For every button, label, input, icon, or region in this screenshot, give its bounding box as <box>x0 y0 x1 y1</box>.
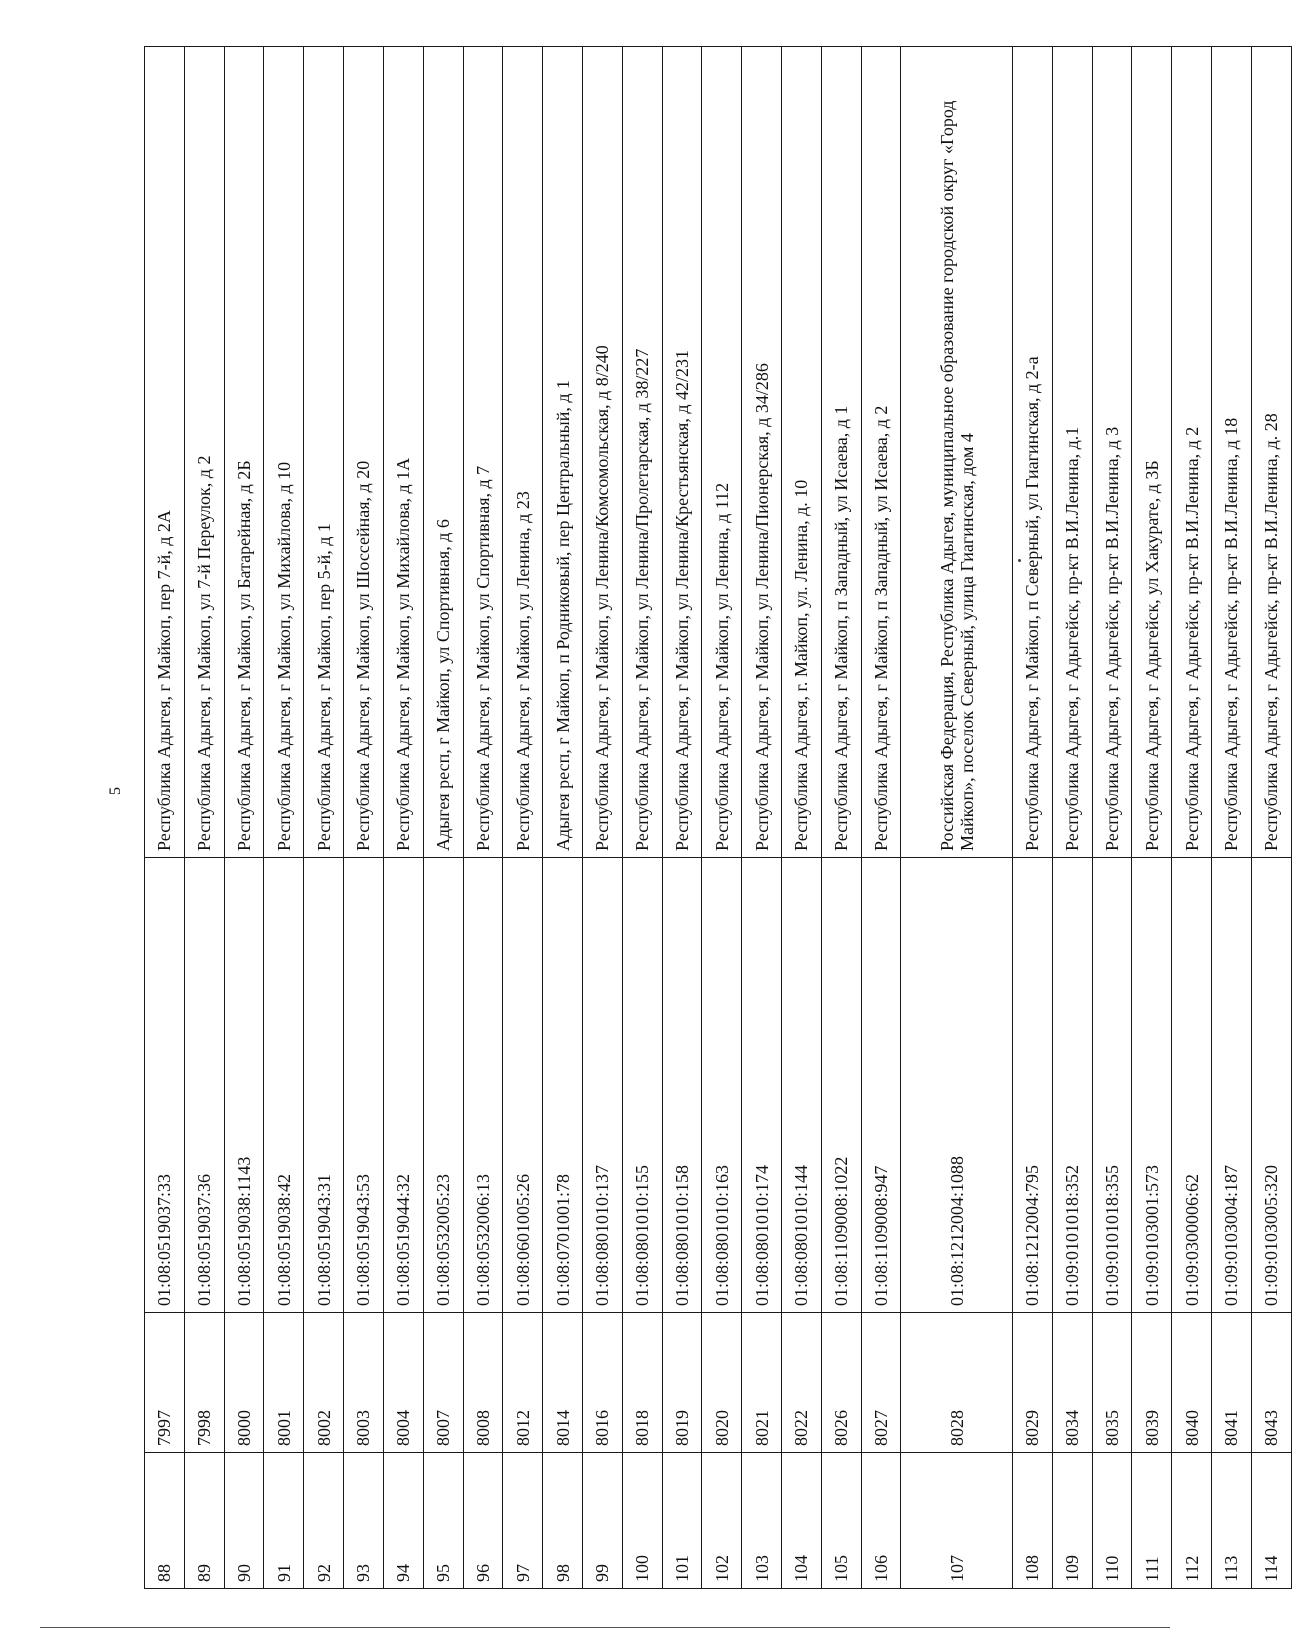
address: Российская Федерация, Республика Адыгея, муниципальное образование городской округ «Город Майкоп», поселок Северный, улица Гиагинская, дом 4 <box>901 47 1013 858</box>
address: Республика Адыгея, г Майкоп, ул Батарейная, д 2Б <box>224 47 264 858</box>
row-index: 100 <box>622 1453 662 1589</box>
row-index: 113 <box>1212 1453 1252 1589</box>
row-index: 110 <box>1092 1453 1132 1589</box>
address: Республика Адыгея, г Адыгейск, пр-кт В.И.Ленина, д.1 <box>1052 47 1092 858</box>
table-row <box>821 47 861 1589</box>
cadastral-number: 01:08:1109008:947 <box>861 858 901 1313</box>
address: Республика Адыгея, г. Майкоп, ул. Ленина, д. 10 <box>782 47 822 858</box>
table-row <box>184 47 224 1589</box>
table-row <box>383 47 423 1589</box>
address: Республика Адыгея, г Майкоп, ул Ленина, д 23 <box>503 47 543 858</box>
row-index: 107 <box>901 1453 1013 1589</box>
address: Республика Адыгея, г Майкоп, ул 7-й Переулок, д 2 <box>184 47 224 858</box>
cadastral-number: 01:08:0801010:158 <box>662 858 702 1313</box>
cadastral-number: 01:09:0103004:187 <box>1212 858 1252 1313</box>
table-row <box>702 47 742 1589</box>
address: Республика Адыгея, г Адыгейск, ул Хакурате, д 3Б <box>1132 47 1172 858</box>
address: Республика Адыгея, г Адыгейск, пр-кт В.И.Ленина, д 2 <box>1172 47 1212 858</box>
cadastral-number: 01:08:0801010:137 <box>582 858 622 1313</box>
cadastral-number: 01:08:0519037:36 <box>184 858 224 1313</box>
address: Республика Адыгея, г Майкоп, ул Михайлова, д 1А <box>383 47 423 858</box>
object-number: 8041 <box>1212 1313 1252 1453</box>
object-number: 8000 <box>224 1313 264 1453</box>
cadastral-number: 01:08:0519038:1143 <box>224 858 264 1313</box>
address: Республика Адыгея, г Адыгейск, пр-кт В.И.Ленина, д. 28 <box>1251 47 1291 858</box>
address: Республика Адыгея, г Майкоп, ул Ленина/Пионерская, д 34/286 <box>742 47 782 858</box>
cadastral-number: 01:09:0101018:352 <box>1052 858 1092 1313</box>
object-number: 8039 <box>1132 1313 1172 1453</box>
row-index: 103 <box>742 1453 782 1589</box>
cadastral-number: 01:08:0519038:42 <box>264 858 304 1313</box>
row-index: 95 <box>423 1453 463 1589</box>
table-row <box>1012 47 1052 1589</box>
cadastral-number: 01:08:0601005:26 <box>503 858 543 1313</box>
table-row <box>1172 47 1212 1589</box>
address: Республика Адыгея, г Майкоп, ул Ленина/Пролетарская, д 38/227 <box>622 47 662 858</box>
cadastral-number: 01:08:1109008:1022 <box>821 858 861 1313</box>
cadastral-number: 01:08:0519043:31 <box>304 858 344 1313</box>
row-index: 106 <box>861 1453 901 1589</box>
table-row <box>304 47 344 1589</box>
row-index: 99 <box>582 1453 622 1589</box>
object-number: 8001 <box>264 1313 304 1453</box>
table-row <box>742 47 782 1589</box>
object-number: 8029 <box>1012 1313 1052 1453</box>
object-number: 8003 <box>344 1313 384 1453</box>
object-number: 8026 <box>821 1313 861 1453</box>
object-number: 8016 <box>582 1313 622 1453</box>
cadastral-number: 01:08:0519043:53 <box>344 858 384 1313</box>
table-row <box>622 47 662 1589</box>
address: Республика Адыгея, г Майкоп, п Северный, ул Гиагинская, д 2-а <box>1012 47 1052 858</box>
address: Республика Адыгея, г Майкоп, пер 5-й, д 1 <box>304 47 344 858</box>
object-number: 8043 <box>1251 1313 1291 1453</box>
object-number: 8034 <box>1052 1313 1092 1453</box>
table-row <box>224 47 264 1589</box>
table-row <box>264 47 304 1589</box>
address: Адыгея респ, г Майкоп, ул Спортивная, д 6 <box>423 47 463 858</box>
cadastral-number: 01:08:0519037:33 <box>145 858 185 1313</box>
table-row <box>1251 47 1291 1589</box>
table-row <box>861 47 901 1589</box>
row-index: 98 <box>543 1453 583 1589</box>
object-number: 8035 <box>1092 1313 1132 1453</box>
address: Республика Адыгея, г Майкоп, ул Ленина/Крестьянская, д 42/231 <box>662 47 702 858</box>
row-index: 89 <box>184 1453 224 1589</box>
address: Республика Адыгея, г Майкоп, ул Ленина/Комсомольская, д 8/240 <box>582 47 622 858</box>
row-index: 109 <box>1052 1453 1092 1589</box>
cadastral-number: 01:08:0801010:155 <box>622 858 662 1313</box>
row-index: 112 <box>1172 1453 1212 1589</box>
scan-edge-line <box>40 1627 1170 1628</box>
object-number: 8028 <box>901 1313 1013 1453</box>
row-index: 102 <box>702 1453 742 1589</box>
row-index: 91 <box>264 1453 304 1589</box>
table-row <box>503 47 543 1589</box>
cadastral-number: 01:08:0519044:32 <box>383 858 423 1313</box>
row-index: 90 <box>224 1453 264 1589</box>
row-index: 92 <box>304 1453 344 1589</box>
table-row <box>423 47 463 1589</box>
address: Республика Адыгея, г Майкоп, ул Ленина, д 112 <box>702 47 742 858</box>
row-index: 105 <box>821 1453 861 1589</box>
object-number: 8040 <box>1172 1313 1212 1453</box>
address: Республика Адыгея, г Майкоп, пер 7-й, д 2А <box>145 47 185 858</box>
object-number: 8007 <box>423 1313 463 1453</box>
address: Республика Адыгея, г Майкоп, п Западный, ул Исаева, д 1 <box>821 47 861 858</box>
row-index: 93 <box>344 1453 384 1589</box>
row-index: 108 <box>1012 1453 1052 1589</box>
table-row <box>582 47 622 1589</box>
address: Республика Адыгея, г Майкоп, ул Шоссейная, д 20 <box>344 47 384 858</box>
address: Республика Адыгея, г Майкоп, п Западный, ул Исаева, д 2 <box>861 47 901 858</box>
row-index: 114 <box>1251 1453 1291 1589</box>
scan-speck <box>1018 559 1021 562</box>
row-index: 104 <box>782 1453 822 1589</box>
object-number: 8027 <box>861 1313 901 1453</box>
table-row <box>344 47 384 1589</box>
table-row <box>1132 47 1172 1589</box>
address: Республика Адыгея, г Майкоп, ул Спортивная, д 7 <box>463 47 503 858</box>
cadastral-number: 01:08:0532006:13 <box>463 858 503 1313</box>
row-index: 111 <box>1132 1453 1172 1589</box>
address: Республика Адыгея, г Адыгейск, пр-кт В.И.Ленина, д 3 <box>1092 47 1132 858</box>
object-number: 8004 <box>383 1313 423 1453</box>
table-row <box>1052 47 1092 1589</box>
cadastral-number: 01:08:0801010:174 <box>742 858 782 1313</box>
address: Адыгея респ, г Майкоп, п Родниковый, пер Центральный, д 1 <box>543 47 583 858</box>
object-number: 7998 <box>184 1313 224 1453</box>
table-row <box>901 47 1013 1589</box>
table-row <box>782 47 822 1589</box>
table-row <box>145 47 185 1589</box>
cadastral-number: 01:08:0701001:78 <box>543 858 583 1313</box>
address: Республика Адыгея, г Майкоп, ул Михайлова, д 10 <box>264 47 304 858</box>
register-table-container <box>144 47 1292 1589</box>
object-number: 8019 <box>662 1313 702 1453</box>
object-number: 8020 <box>702 1313 742 1453</box>
row-index: 101 <box>662 1453 702 1589</box>
table-row <box>662 47 702 1589</box>
table-row <box>1212 47 1252 1589</box>
object-number: 8022 <box>782 1313 822 1453</box>
row-index: 88 <box>145 1453 185 1589</box>
page-number: 5 <box>107 787 124 795</box>
cadastral-number: 01:09:0300006:62 <box>1172 858 1212 1313</box>
address: Республика Адыгея, г Адыгейск, пр-кт В.И.Ленина, д 18 <box>1212 47 1252 858</box>
cadastral-number: 01:09:0101018:355 <box>1092 858 1132 1313</box>
table-row <box>1092 47 1132 1589</box>
table-row <box>543 47 583 1589</box>
row-index: 96 <box>463 1453 503 1589</box>
cadastral-number: 01:08:0801010:144 <box>782 858 822 1313</box>
cadastral-number: 01:08:0801010:163 <box>702 858 742 1313</box>
object-number: 8012 <box>503 1313 543 1453</box>
row-index: 97 <box>503 1453 543 1589</box>
object-number: 7997 <box>145 1313 185 1453</box>
object-number: 8021 <box>742 1313 782 1453</box>
cadastral-number: 01:08:1212004:795 <box>1012 858 1052 1313</box>
object-number: 8002 <box>304 1313 344 1453</box>
cadastral-number: 01:08:0532005:23 <box>423 858 463 1313</box>
object-number: 8008 <box>463 1313 503 1453</box>
cadastral-number: 01:09:0103005:320 <box>1251 858 1291 1313</box>
row-index: 94 <box>383 1453 423 1589</box>
cadastral-number: 01:09:0103001:573 <box>1132 858 1172 1313</box>
cadastral-number: 01:08:1212004:1088 <box>901 858 1013 1313</box>
register-table <box>144 46 1292 1589</box>
table-row <box>463 47 503 1589</box>
object-number: 8014 <box>543 1313 583 1453</box>
object-number: 8018 <box>622 1313 662 1453</box>
